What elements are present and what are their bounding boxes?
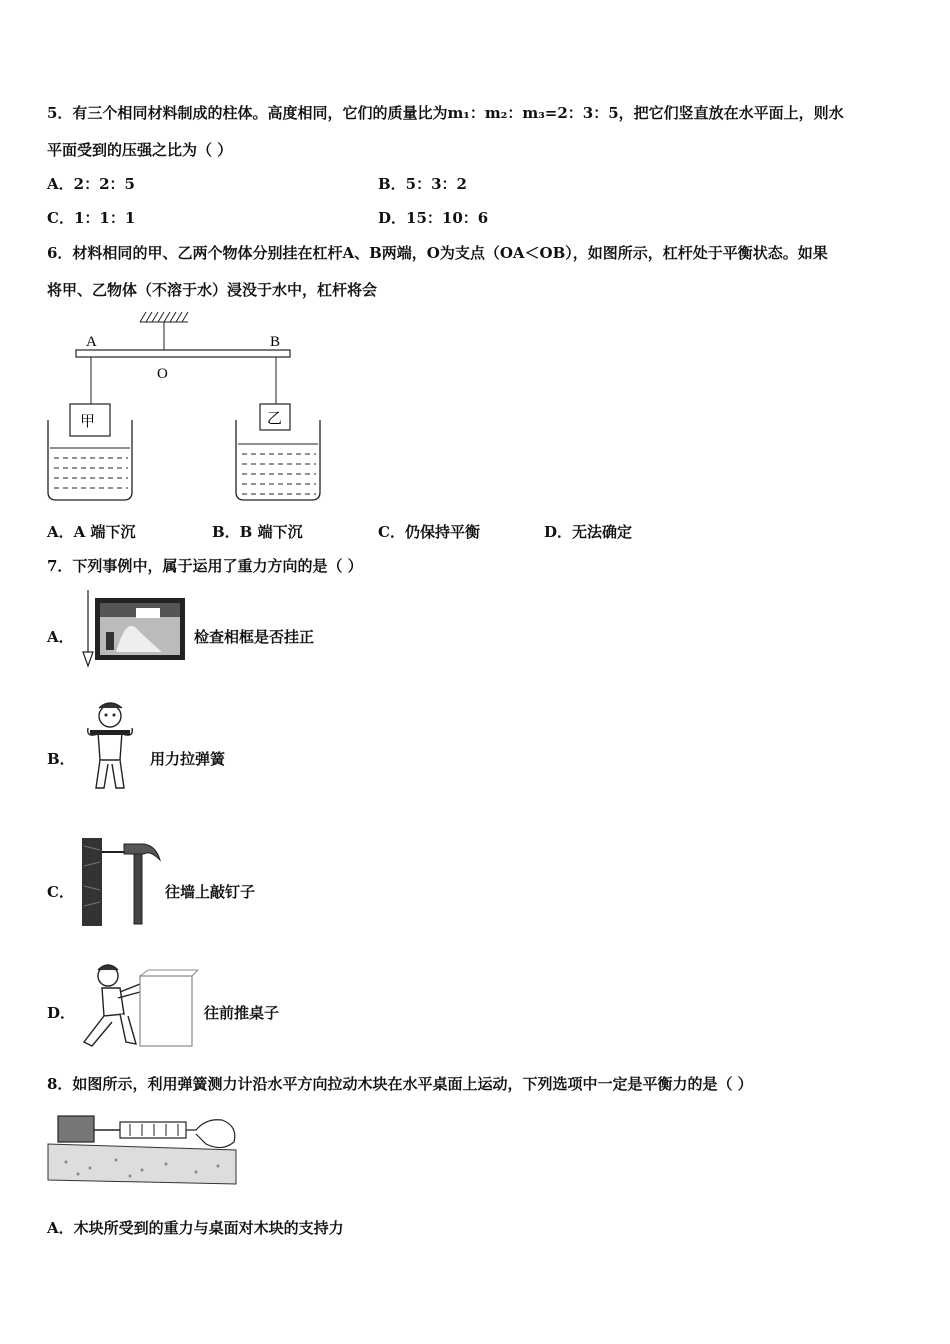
q7-stem: 7．下列事例中，属于运用了重力方向的是（ ）: [47, 557, 363, 575]
svg-text:乙: 乙: [267, 411, 283, 427]
boy-pushing-table-image: [78, 962, 200, 1054]
label-a: A: [86, 334, 97, 350]
svg-text:甲: 甲: [80, 414, 96, 430]
q7-option-a-letter[interactable]: A．: [47, 628, 74, 646]
boy-pulling-spring-image: [76, 698, 142, 796]
lever-figure: [40, 308, 330, 508]
q7-option-c-text[interactable]: 往墙上敲钉子: [165, 883, 256, 901]
q5-option-b[interactable]: B．5：3：2: [378, 175, 467, 193]
q6-stem-line2: 将甲、乙物体（不溶于水）浸没于水中，杠杆将会: [47, 281, 378, 299]
q6-option-c[interactable]: C．仍保持平衡: [378, 523, 480, 541]
q7-option-c-letter[interactable]: C．: [47, 883, 74, 901]
label-o: O: [157, 366, 168, 382]
picture-frame-plumb-image: [76, 588, 188, 672]
beaker-right: [236, 420, 320, 500]
q7-option-b-letter[interactable]: B．: [47, 750, 75, 768]
q5-stem-line1: 5．有三个相同材料制成的柱体。高度相同，它们的质量比为m₁：m₂：m₃=2：3：5，把它们竖直放在水平面上，则水: [47, 104, 844, 122]
q6-option-d[interactable]: D．无法确定: [544, 523, 633, 541]
label-b: B: [270, 334, 281, 350]
q7-option-d-letter[interactable]: D．: [47, 1004, 76, 1022]
q6-stem-line1: 6．材料相同的甲、乙两个物体分别挂在杠杆A、B两端，O为支点（OA＜OB），如图所示，杠杆处于平衡状态。如果: [47, 244, 828, 262]
q8-option-a[interactable]: A．木块所受到的重力与桌面对木块的支持力: [47, 1219, 344, 1237]
q6-option-a[interactable]: A．A 端下沉: [47, 523, 136, 541]
q8-stem: 8．如图所示，利用弹簧测力计沿水平方向拉动木块在水平桌面上运动，下列选项中一定是平衡力的是（ ）: [47, 1075, 753, 1093]
q6-option-b[interactable]: B．B 端下沉: [212, 523, 303, 541]
spring-scale-block-figure: [46, 1104, 242, 1190]
hammer-nail-wall-image: [78, 836, 162, 928]
ceiling-support: [140, 312, 188, 350]
q5-option-d[interactable]: D．15：10：6: [378, 209, 489, 227]
q7-option-a-text[interactable]: 检查相框是否挂正: [194, 628, 315, 646]
lever-bar: [76, 350, 290, 357]
q5-stem-line2: 平面受到的压强之比为（ ）: [47, 141, 233, 159]
q5-option-c[interactable]: C．1：1：1: [47, 209, 136, 227]
q7-option-b-text[interactable]: 用力拉弹簧: [150, 750, 226, 768]
q7-option-d-text[interactable]: 往前推桌子: [204, 1004, 280, 1022]
q5-option-a[interactable]: A．2：2：5: [47, 175, 135, 193]
